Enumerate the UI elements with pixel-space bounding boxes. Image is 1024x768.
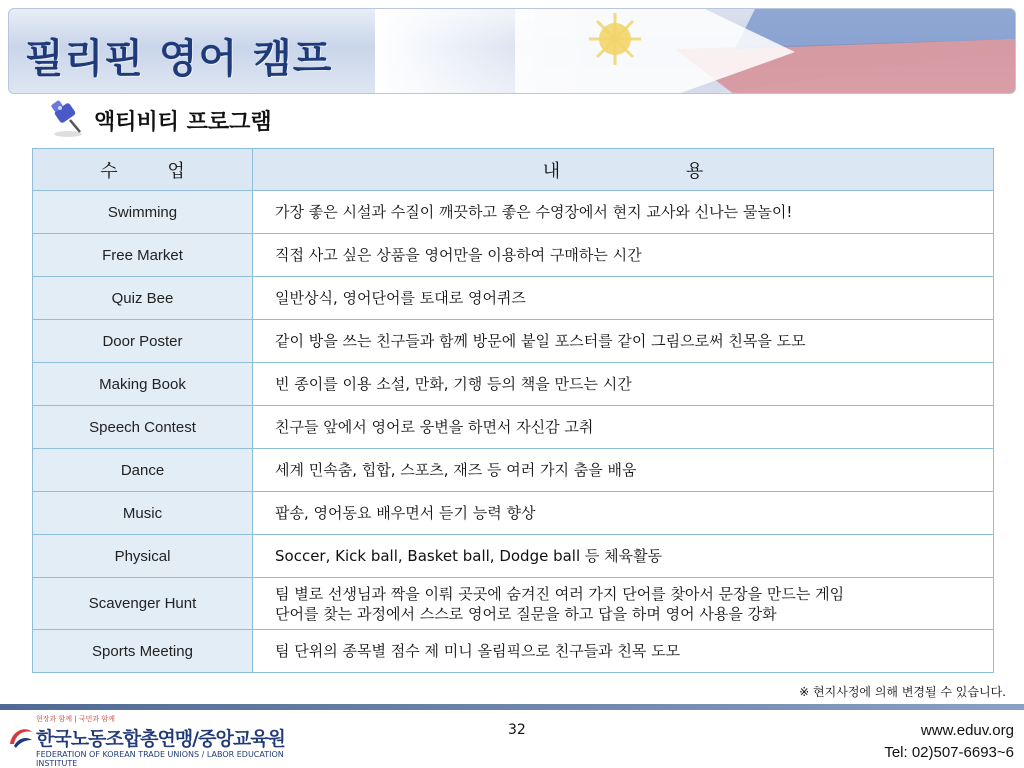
activity-description-cell (253, 277, 994, 320)
activity-description-cell (253, 578, 994, 630)
activity-name-cell: Sports Meeting (33, 630, 253, 673)
activity-name-cell: Scavenger Hunt (33, 578, 253, 630)
activity-description-cell (253, 363, 994, 406)
table-row (33, 277, 994, 320)
table-row (33, 234, 994, 277)
activity-name-cell: Speech Contest (33, 406, 253, 449)
telephone: Tel: 02)507-6693~6 (884, 744, 1014, 761)
description-line: 팀 별로 선생님과 짝을 이뤄 곳곳에 숨겨진 여러 가지 단어를 찾아서 문장을 만드는 게임 (275, 584, 845, 603)
activity-description-cell (253, 449, 994, 492)
logo-emblem-icon (6, 722, 36, 752)
description-line: 팝송, 영어동요 배우면서 듣기 능력 향상 (275, 504, 536, 522)
philippine-flag-image (375, 9, 1015, 94)
table-row (33, 406, 994, 449)
description-line: 빈 종이를 이용 소설, 만화, 기행 등의 책을 만드는 시간 (275, 375, 632, 393)
column-header-content: 내 용 (253, 149, 994, 191)
description-line: 같이 방을 쓰는 친구들과 함께 방문에 붙일 포스터를 같이 그림으로써 친목을 도모 (275, 332, 806, 350)
page-number: 32 (508, 722, 526, 738)
activity-name-cell: Swimming (33, 191, 253, 234)
table-header-row (33, 149, 994, 191)
table-row (33, 449, 994, 492)
activity-name-cell: Dance (33, 449, 253, 492)
description-line: 직접 사고 싶은 상품을 영어만을 이용하여 구매하는 시간 (275, 246, 642, 264)
section-subtitle: 액티비티 프로그램 (94, 109, 272, 135)
logo-slogan: 현장과 함께 | 국민과 함께 (36, 715, 115, 723)
activity-description-cell (253, 492, 994, 535)
activity-description-cell (253, 630, 994, 673)
page-title: 필리핀 영어 캠프 (25, 36, 333, 82)
table-row (33, 535, 994, 578)
logo-name: 한국노동조합총연맹/중앙교육원 (36, 728, 285, 750)
title-banner (8, 8, 1016, 94)
description-line: 친구들 앞에서 영어로 웅변을 하면서 자신감 고취 (275, 418, 594, 436)
table-row (33, 492, 994, 535)
activity-name-cell: Quiz Bee (33, 277, 253, 320)
pushpin-icon (46, 100, 88, 140)
description-line: 가장 좋은 시설과 수질이 깨끗하고 좋은 수영장에서 현지 교사와 신나는 물놀이! (275, 203, 793, 221)
description-line: 단어를 찾는 과정에서 스스로 영어로 질문을 하고 답을 하며 영어 사용을 강화 (275, 604, 777, 623)
activity-description-cell (253, 234, 994, 277)
column-header-class: 수 업 (33, 149, 253, 191)
change-notice: ※ 현지사정에 의해 변경될 수 있습니다. (799, 685, 1006, 699)
description-line: Soccer, Kick ball, Basket ball, Dodge ball 등 체육활동 (275, 547, 663, 565)
table-row (33, 630, 994, 673)
description-line: 일반상식, 영어단어를 토대로 영어퀴즈 (275, 289, 526, 307)
activity-name-cell: Music (33, 492, 253, 535)
activity-name-cell: Door Poster (33, 320, 253, 363)
activity-name-cell: Physical (33, 535, 253, 578)
website-link[interactable]: www.eduv.org (920, 722, 1014, 739)
table-row (33, 578, 994, 630)
table-body (33, 191, 994, 673)
organization-logo (6, 712, 306, 768)
description-line: 팀 단위의 종목별 점수 제 미니 올림픽으로 친구들과 친목 도모 (275, 642, 681, 660)
contact-info (884, 720, 1014, 764)
activity-table (32, 148, 994, 673)
activity-name-cell: Free Market (33, 234, 253, 277)
activity-description-cell (253, 535, 994, 578)
table-row (33, 320, 994, 363)
description-line: 세계 민속춤, 힙합, 스포츠, 재즈 등 여러 가지 춤을 배움 (275, 461, 637, 479)
activity-description-cell (253, 320, 994, 363)
logo-english: FEDERATION OF KOREAN TRADE UNIONS / LABOR EDUCATION INSTITUTE (36, 750, 284, 768)
section-heading (46, 100, 272, 140)
activity-description-cell (253, 406, 994, 449)
activity-name-cell: Making Book (33, 363, 253, 406)
activity-description-cell (253, 191, 994, 234)
table-row (33, 363, 994, 406)
table-row (33, 191, 994, 234)
footer-divider (0, 704, 1024, 710)
